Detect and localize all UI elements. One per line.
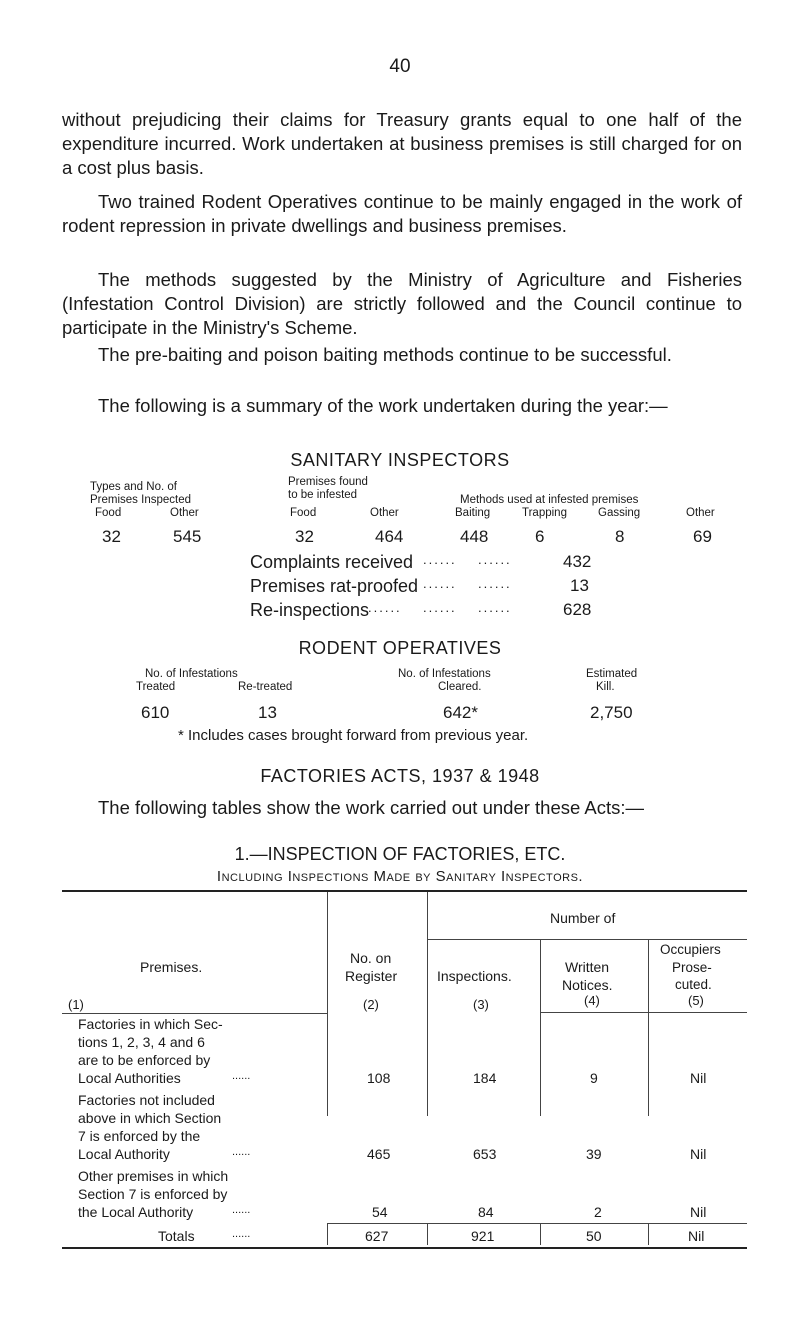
rodent-footnote: * Includes cases brought forward from previous year.	[178, 727, 529, 744]
table-subtitle: Including Inspections Made by Sanitary Inspectors.	[216, 868, 584, 885]
col-number-of: Number of	[550, 910, 616, 926]
col-premises: Premises.	[140, 959, 203, 975]
page-number: 40	[389, 56, 411, 77]
table-bottom-rule	[62, 1247, 747, 1249]
factories-title: FACTORIES ACTS, 1937 & 1948	[260, 766, 540, 786]
document-page: 40 without prejudicing their claims for Treasury grants equal to one half of the expenditure incurred. Work undertaken at business premises is still charged for on a cost plus basis. Two trained Rodent Operatives continue to be mainly engaged in the work of rodent repression in private dwellings and business premises. The methods suggested by the Ministry of Agriculture and Fisheries (Infestation Control Division) are strictly followed and the Council continue to participate in the Ministry's Scheme. The pre-baiting and poison baiting methods continue to be successful. The following is a summary of the work undertaken during the year:— SANITARY INSPECTORS Types and No. of Premises Inspected Food Other Premises found to be infested Food Other Methods used at infested premises Baiting Trapping Gassing Other 32 545 32 464 448 6 8 69 Complaints received ...... ...... 432 Premises rat-proofed ...... ...... 13 Re-inspections ...... ...... ...... 628 RODENT OPERATIVES No. of Infestations Treated Re-treated No. of Infestations Cleared. Estimated Kill. 610 13 642* 2,750 * Includes cases brought forward from previous year. FACTORIES ACTS, 1937 & 1948 The following tables show the work carried out under these Acts:— 1.—INSPECTION OF FACTORIES, ETC. Including Inspections Made by Sanitary Inspectors. Premises. (1) No. on Register (2) Number of Inspections. (3) Written Notices. (4) Occupiers Prose- cuted. (5) Factories in which Sec- tions 1, 2, 3, 4 and 6 are to be enforced by Local Authorities ...... 108 184 9 Nil Factories not included above in which Section 7 is enforced by the Local Authority ...... 465 653 39 Nil Other premises in which Section 7 is enforced by the Local Authority ...... 54 84 2 Nil Totals ...... 627 921 50 Nil	[0, 0, 800, 1334]
paragraph-3: The methods suggested by the Ministry of Agriculture and Fisheries (Infestation Control Division) are strictly followed and the Council continue to participate in the Ministry's Scheme.	[62, 269, 742, 338]
table-title: 1.—INSPECTION OF FACTORIES, ETC.	[234, 844, 566, 864]
sanitary-title: SANITARY INSPECTORS	[290, 450, 510, 470]
paragraph-4: The pre-baiting and poison baiting methods continue to be successful.	[98, 344, 672, 365]
paragraph-1: without prejudicing their claims for Treasury grants equal to one half of the expenditure incurred. Work undertaken at business premises is still charged for on a cost plus basis.	[62, 109, 742, 178]
rodent-title: RODENT OPERATIVES	[298, 638, 502, 658]
table-top-rule	[62, 890, 747, 892]
paragraph-5: The following is a summary of the work undertaken during the year:—	[98, 395, 668, 416]
paragraph-2: Two trained Rodent Operatives continue to be mainly engaged in the work of rodent repression in private dwellings and business premises.	[62, 191, 742, 236]
factories-intro: The following tables show the work carried out under these Acts:—	[98, 797, 645, 818]
